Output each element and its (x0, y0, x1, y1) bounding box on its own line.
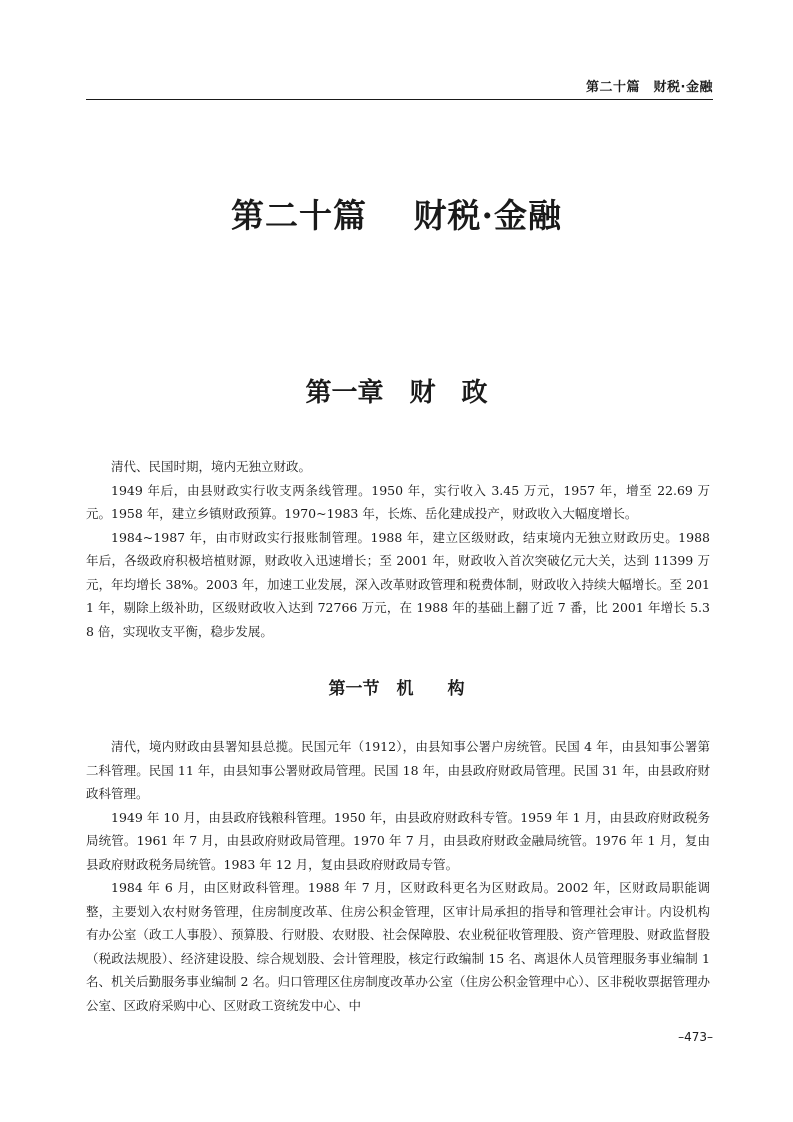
section-body (86, 735, 710, 1017)
header-divider (86, 99, 713, 100)
running-header: 第二十篇 财税·金融 (586, 80, 713, 95)
section-title: 第一节 机 构 (328, 679, 465, 699)
section-paragraph: 1984 年 6 月，由区财政科管理。1988 年 7 月，区财政科更名为区财政局。2002 年，区财政局职能调整，主要划入农村财务管理，住房制度改革、住房公积金管理，区审计局承担的指导和管理社会审计。内设机构有办公室（政工人事股）、预算股、行财股、农财股、社会保障股、农业税征收管理股、资产管理股、财政监督股（税政法规股）、经济建设股、综合规划股、会计管理股，核定行政编制 15 名、离退休人员管理服务事业编制 1 名、机关后勤服务事业编制 2 名。归口管理区住房制度改革办公室（住房公积金管理中心）、区非税收票据管理办公室、区政府采购中心、区财政工资统发中心、中 (86, 880, 710, 1013)
chapter-body (86, 455, 710, 643)
part-title: 第二十篇 财税·金融 (231, 196, 562, 235)
chapter-paragraph: 1949 年后，由县财政实行收支两条线管理。1950 年，实行收入 3.45 万元，1957 年，增至 22.69 万元。1958 年，建立乡镇财政预算。1970~1983 年，长炼、岳化建成投产，财政收入大幅度增长。 (86, 482, 710, 521)
section-paragraph: 清代，境内财政由县署知县总揽。民国元年（1912），由县知事公署户房统管。民国 4 年，由县知事公署第二科管理。民国 11 年，由县知事公署财政局管理。民国 18 年，由县政府财政局管理。民国 31 年，由县政府财政科管理。 (86, 739, 710, 801)
chapter-title: 第一章 财 政 (305, 378, 488, 408)
page-number: –473– (678, 1030, 713, 1044)
chapter-paragraph: 清代、民国时期，境内无独立财政。 (111, 459, 312, 474)
section-paragraph: 1949 年 10 月，由县政府钱粮科管理。1950 年，由县政府财政科专管。1959 年 1 月，由县政府财政税务局统管。1961 年 7 月，由县政府财政局管理。1970 年 7 月，由县政府财政金融局统管。1976 年 1 月，复由县政府财政税务局统管。1983 年 12 月，复由县政府财政局专管。 (86, 809, 710, 872)
chapter-paragraph: 1984~1987 年，由市财政实行报账制管理。1988 年，建立区级财政，结束境内无独立财政历史。1988 年后，各级政府积极培植财源，财政收入迅速增长；至 2001 年，财政收入首次突破亿元大关，达到 11399 万元，年均增长 38%。2003 年，加速工业发展，深入改革财政管理和税费体制，财政收入持续大幅增长。至 2011 年，剔除上级补助，区级财政收入达到 72766 万元，在 1988 年的基础上翻了近 7 番，比 2001 年增长 5.38 倍，实现收支平衡，稳步发展。 (86, 529, 710, 639)
